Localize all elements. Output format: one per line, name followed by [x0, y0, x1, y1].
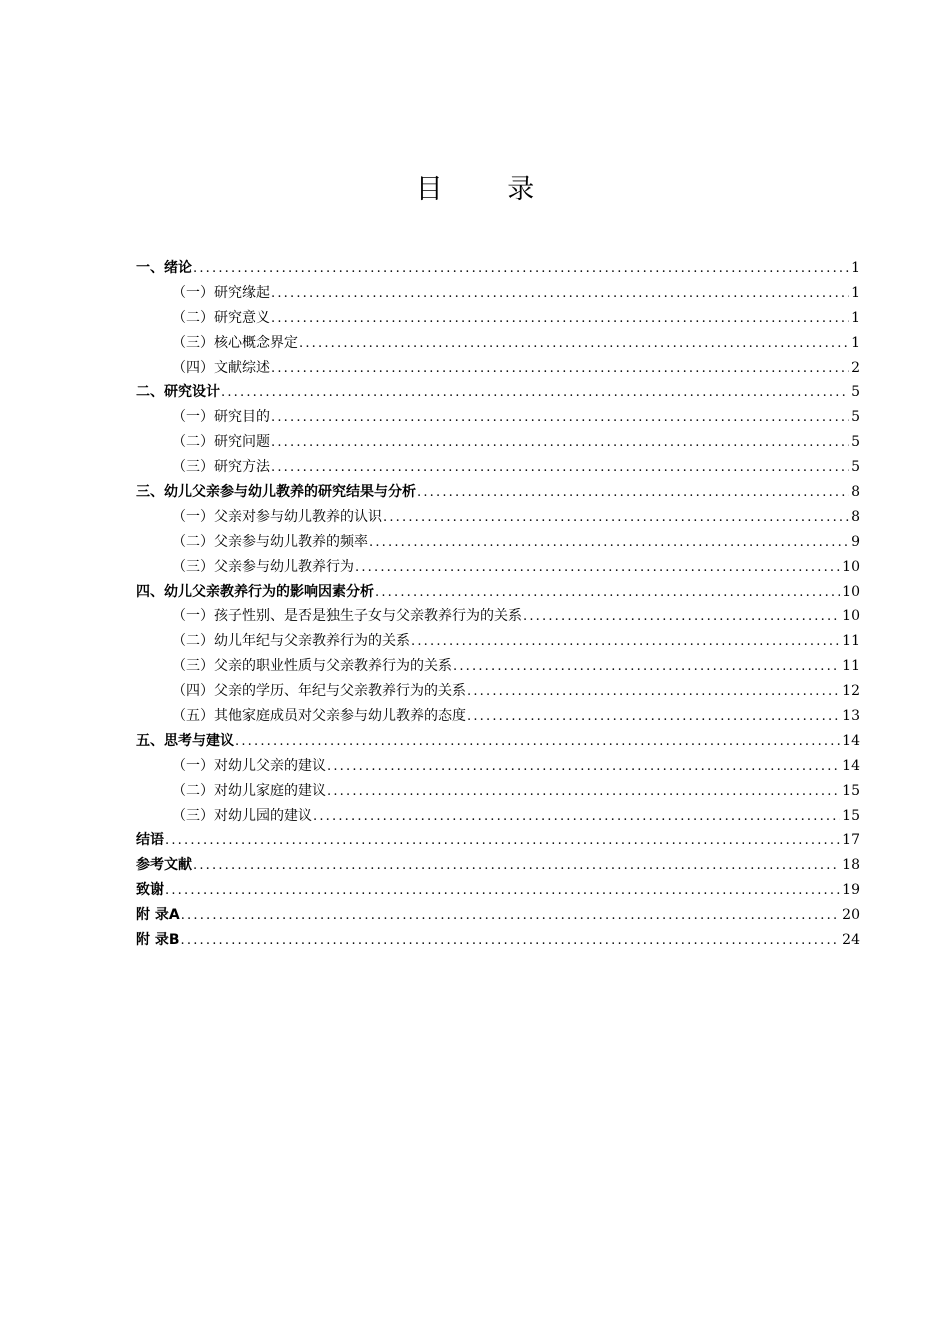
toc-entry[interactable] — [136, 331, 860, 356]
toc-leader-dots — [355, 556, 840, 581]
toc-entry-page: 1 — [851, 260, 860, 276]
toc-entry-label: （二）父亲参与幼儿教养的频率 — [172, 533, 368, 550]
toc-entry-label: 参考文献 — [136, 857, 192, 874]
toc-leader-dots — [271, 456, 849, 481]
toc-leader-dots — [271, 307, 849, 332]
toc-entry-page: 14 — [842, 757, 860, 774]
toc-entry[interactable] — [136, 704, 860, 729]
toc-entry[interactable] — [136, 480, 860, 505]
toc-leader-dots — [181, 904, 840, 929]
toc-leader-dots — [411, 630, 840, 655]
toc-entry-page: 10 — [842, 608, 860, 625]
toc-entry[interactable] — [136, 679, 860, 704]
toc-entry[interactable] — [136, 505, 860, 530]
toc-leader-dots — [221, 381, 849, 406]
toc-entry[interactable] — [136, 256, 860, 281]
toc-entry-page: 19 — [842, 882, 860, 899]
toc-leader-dots — [523, 605, 840, 630]
toc-entry-label: 附 录B — [136, 932, 180, 949]
toc-leader-dots — [467, 680, 840, 705]
toc-entry[interactable] — [136, 928, 860, 953]
toc-leader-dots — [383, 506, 849, 531]
toc-leader-dots — [235, 730, 840, 755]
toc-leader-dots — [369, 531, 849, 556]
toc-entry-label: （二）幼儿年纪与父亲教养行为的关系 — [172, 633, 410, 650]
toc-entry-page: 5 — [851, 434, 860, 451]
toc-leader-dots — [181, 929, 841, 954]
toc-entry-page: 11 — [842, 658, 860, 675]
toc-leader-dots — [417, 481, 849, 506]
toc-entry-label: （三）核心概念界定 — [172, 334, 298, 351]
toc-entry[interactable] — [136, 281, 860, 306]
toc-entry-label: （一）对幼儿父亲的建议 — [172, 757, 326, 774]
toc-entry-page: 24 — [842, 932, 860, 949]
toc-entry[interactable] — [136, 654, 860, 679]
toc-entry-label: （一）孩子性别、是否是独生子女与父亲教养行为的关系 — [172, 608, 522, 625]
toc-entry-label: 二、研究设计 — [136, 384, 220, 401]
toc-leader-dots — [299, 332, 849, 357]
toc-entry-label: 附 录A — [136, 907, 180, 924]
toc-entry[interactable] — [136, 903, 860, 928]
toc-entry[interactable] — [136, 729, 860, 754]
toc-entry-page: 13 — [842, 708, 860, 725]
toc-entry-page: 1 — [851, 334, 860, 351]
toc-leader-dots — [271, 282, 849, 307]
toc-entry-page: 8 — [851, 508, 860, 525]
toc-entry-page: 10 — [842, 558, 860, 575]
toc-entry-page: 18 — [842, 857, 860, 874]
toc-entry-page: 5 — [851, 384, 860, 401]
toc-entry[interactable] — [136, 754, 860, 779]
toc-entry-label: （五）其他家庭成员对父亲参与幼儿教养的态度 — [172, 708, 466, 725]
toc-entry[interactable] — [136, 604, 860, 629]
toc-entry-label: （三）父亲参与幼儿教养行为 — [172, 558, 354, 575]
toc-entry-label: （一）研究缘起 — [172, 284, 270, 301]
toc-entry-label: （四）文献综述 — [172, 359, 270, 376]
toc-entry[interactable] — [136, 430, 860, 455]
toc-entry[interactable] — [136, 380, 860, 405]
toc-leader-dots — [467, 705, 840, 730]
toc-leader-dots — [271, 431, 849, 456]
toc-leader-dots — [165, 879, 840, 904]
toc-entry-page: 5 — [851, 409, 860, 426]
toc-entry-label: （二）研究问题 — [172, 434, 270, 451]
toc-entry-page: 12 — [842, 683, 860, 700]
toc-entry-page: 15 — [842, 807, 860, 824]
toc-entry-page: 11 — [842, 633, 860, 650]
toc-leader-dots — [271, 357, 849, 382]
toc-entry-page: 2 — [851, 359, 860, 376]
toc-entry[interactable] — [136, 853, 860, 878]
toc-leader-dots — [375, 581, 840, 606]
toc-entry[interactable] — [136, 530, 860, 555]
toc-entry-page: 1 — [851, 284, 860, 301]
toc-entry-label: （二）研究意义 — [172, 309, 270, 326]
toc-entry[interactable] — [136, 878, 860, 903]
toc-entry[interactable] — [136, 455, 860, 480]
toc-entry-label: （三）父亲的职业性质与父亲教养行为的关系 — [172, 658, 452, 675]
toc-entry-page: 8 — [851, 484, 860, 501]
toc-entry-label: （一）研究目的 — [172, 409, 270, 426]
toc-entry-label: 致谢 — [136, 882, 164, 899]
toc-leader-dots — [193, 257, 849, 282]
toc-entry-label: （二）对幼儿家庭的建议 — [172, 782, 326, 799]
toc-entry-label: 四、幼儿父亲教养行为的影响因素分析 — [136, 583, 374, 600]
toc-entry-label: 一、绪论 — [136, 260, 192, 276]
toc-entry[interactable] — [136, 629, 860, 654]
toc-entry[interactable] — [136, 306, 860, 331]
toc-entry-label: （三）研究方法 — [172, 459, 270, 476]
toc-entry-label: 三、幼儿父亲参与幼儿教养的研究结果与分析 — [136, 484, 416, 501]
toc-leader-dots — [453, 655, 840, 680]
toc-entry-label: 五、思考与建议 — [136, 732, 234, 749]
toc-entry-page: 17 — [842, 832, 860, 849]
toc-entry[interactable] — [136, 356, 860, 381]
toc-entry-label: （三）对幼儿园的建议 — [172, 807, 312, 824]
toc-entry[interactable] — [136, 555, 860, 580]
toc-leader-dots — [165, 829, 840, 854]
toc-entry[interactable] — [136, 405, 860, 430]
toc-entry-label: 结语 — [136, 832, 164, 849]
toc-entry-page: 10 — [842, 583, 860, 600]
toc-leader-dots — [271, 406, 849, 431]
toc-entry[interactable] — [136, 828, 860, 853]
toc-entry-page: 5 — [851, 459, 860, 476]
toc-entry-page: 9 — [851, 533, 860, 550]
toc-entry-page: 1 — [851, 309, 860, 326]
toc-entry-page: 14 — [842, 732, 860, 749]
toc-leader-dots — [327, 755, 840, 780]
toc-leader-dots — [327, 780, 840, 805]
toc-entry-label: （一）父亲对参与幼儿教养的认识 — [172, 508, 382, 525]
toc-entry[interactable] — [136, 779, 860, 804]
toc-entry-label: （四）父亲的学历、年纪与父亲教养行为的关系 — [172, 683, 466, 700]
toc-entry-page: 15 — [842, 782, 860, 799]
toc-entry[interactable] — [136, 580, 860, 605]
toc-entry[interactable] — [136, 804, 860, 829]
toc-title: 目 录 — [415, 174, 563, 205]
table-of-contents — [136, 256, 860, 953]
toc-leader-dots — [313, 805, 840, 830]
toc-leader-dots — [193, 854, 840, 879]
toc-entry-page: 20 — [842, 907, 860, 924]
